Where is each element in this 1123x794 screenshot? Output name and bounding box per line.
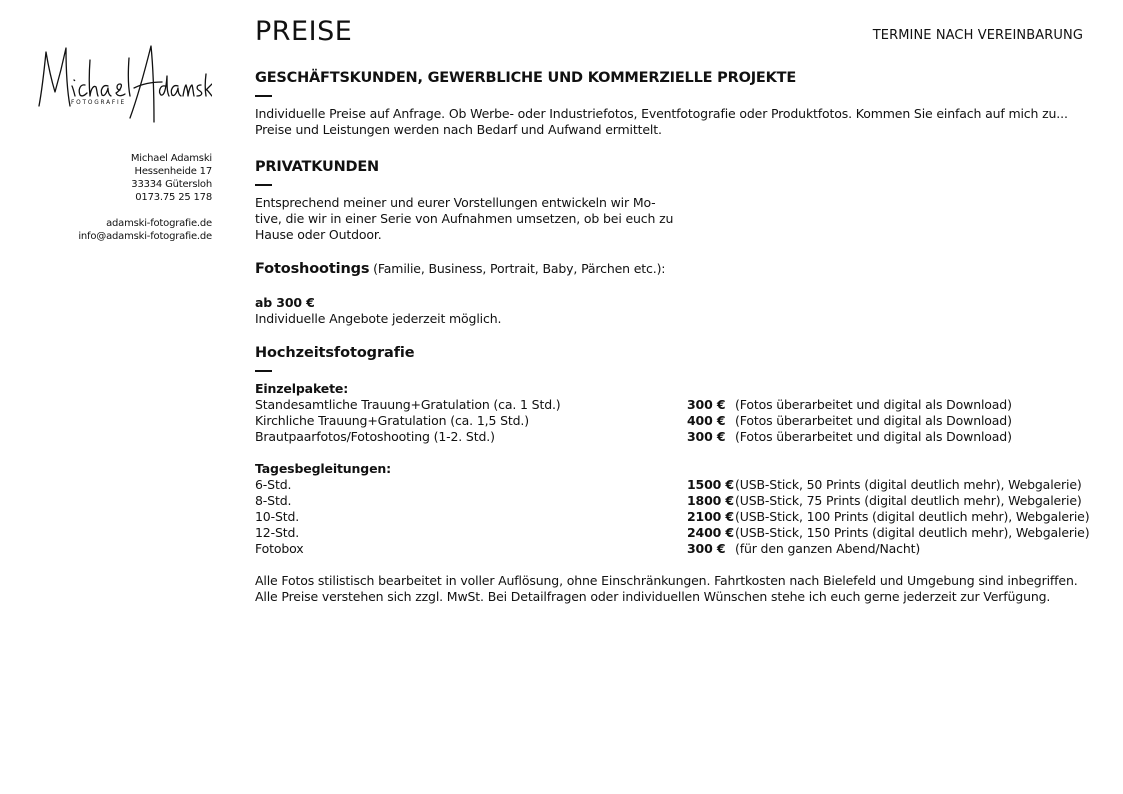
package-price: 300 € [687,541,726,556]
package-note: (Fotos überarbeitet und digital als Download) [735,413,1012,428]
price-row [255,413,1085,429]
package-label: 8-Std. [255,493,292,508]
day-packages-label: Tagesbegleitungen: [255,461,392,476]
package-note: (Fotos überarbeitet und digital als Download) [735,429,1012,444]
shootings-title: Fotoshootings [255,261,370,277]
package-label: 10-Std. [255,509,300,524]
package-label: Standesamtliche Trauung+Gratulation (ca. 1 Std.) [255,397,561,412]
price-row [255,541,1085,557]
package-price: 1500 € [687,477,734,492]
package-label: 6-Std. [255,477,292,492]
wedding-heading: Hochzeitsfotografie [255,345,415,361]
package-label: Kirchliche Trauung+Gratulation (ca. 1,5 Std.) [255,413,529,428]
package-price: 300 € [687,429,726,444]
business-heading: GESCHÄFTSKUNDEN, GEWERBLICHE UND KOMMERZIELLE PROJEKTE [255,70,797,86]
price-row [255,429,1085,445]
price-content [255,68,1090,605]
package-price: 400 € [687,413,726,428]
packages-label: Einzelpakete: [255,381,349,396]
shootings-heading [255,259,1085,279]
package-note: (USB-Stick, 100 Prints (digital deutlich mehr), Webgalerie) [735,509,1090,524]
svg-text:FOTOGRAFIE: FOTOGRAFIE [71,100,126,106]
footer-text: Alle Fotos stilistisch bearbeitet in voller Auflösung, ohne Einschränkungen. Fahrtkosten nach Bielefeld und Umgebung sind inbegriffen. Alle Preise verstehen sich zzgl. MwSt. Bei Detailfragen oder individuellen Wünschen stehe ich euch gerne jederzeit zur Verfügung. [255,573,1078,604]
price-row [255,525,1090,541]
page-title: PREISE [255,16,353,47]
private-heading: PRIVATKUNDEN [255,159,379,175]
appointment-note: TERMINE NACH VEREINBARUNG [872,28,1083,43]
package-note: (Fotos überarbeitet und digital als Download) [735,397,1012,412]
owner-name: Michael Adamski [130,153,212,164]
package-note: (für den ganzen Abend/Nacht) [735,541,921,556]
package-price: 1800 € [687,493,734,508]
package-label: 12-Std. [255,525,300,540]
heading-dash [255,370,272,372]
price-row [255,493,1085,509]
website-link[interactable]: adamski-fotografie.de [106,218,212,229]
package-note: (USB-Stick, 150 Prints (digital deutlich mehr), Webgalerie) [735,525,1090,540]
signature-logo [30,40,212,124]
package-label: Fotobox [255,541,304,556]
package-price: 300 € [687,397,726,412]
heading-dash [255,95,272,97]
shootings-subtitle: (Familie, Business, Portrait, Baby, Pärchen etc.): [373,261,666,276]
price-row [255,477,1085,493]
package-note: (USB-Stick, 75 Prints (digital deutlich mehr), Webgalerie) [735,493,1082,508]
package-price: 2400 € [687,525,734,540]
heading-dash [255,184,272,186]
email-link[interactable]: info@adamski-fotografie.de [78,231,212,242]
price-row [255,509,1090,525]
shootings-note: Individuelle Angebote jederzeit möglich. [255,311,502,326]
city: 33334 Gütersloh [131,179,212,190]
shootings-price: ab 300 € [255,295,315,310]
package-label: Brautpaarfotos/Fotoshooting (1-2. Std.) [255,429,495,444]
contact-address [30,152,212,243]
business-text: Individuelle Preise auf Anfrage. Ob Werbe- oder Industriefotos, Eventfotografie oder Produktfotos. Kommen Sie einfach auf mich zu... Preise und Leistungen werden nach Bedarf und Aufwand ermittelt. [255,106,1068,137]
package-price: 2100 € [687,509,734,524]
phone-number[interactable]: 0173.75 25 178 [135,192,212,203]
package-note: (USB-Stick, 50 Prints (digital deutlich mehr), Webgalerie) [735,477,1082,492]
price-row [255,397,1085,413]
private-text: Entsprechend meiner und eurer Vorstellungen entwickeln wir Mo- tive, die wir in einer Serie von Aufnahmen umsetzen, ob bei euch zu Hause oder Outdoor. [255,195,674,242]
street: Hessenheide 17 [134,166,212,177]
sidebar [30,40,212,243]
